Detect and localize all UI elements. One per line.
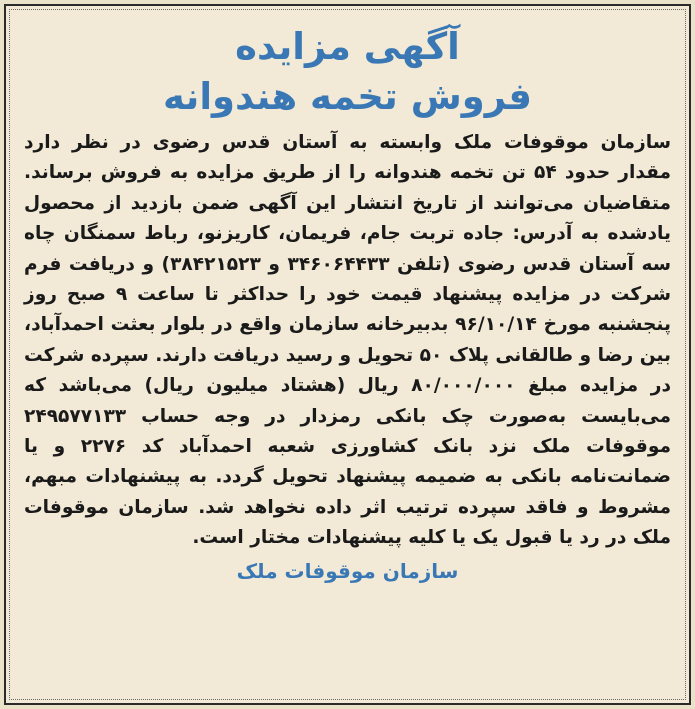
notice-frame xyxy=(4,4,691,705)
notice-title-line2: فروش تخمه هندوانه xyxy=(162,75,532,118)
notice-signature: سازمان موقوفات ملک xyxy=(236,558,459,583)
notice-title-line1: آگهی مزایده xyxy=(235,25,460,68)
notice-body: سازمان موقوفات ملک وابسته به آستان قدس رضوی در نظر دارد مقدار حدود ۵۴ تن تخمه هندوانه را از طریق مزایده به فروش برساند. متقاضیان می‌توانند از تاریخ انتشار این آگهی ضمن بازدید از محصول یادشده به آدرس: جاده تربت جام، فریمان، کاریزنو، رباط سمنگان چاه سه آستان قدس رضوی (تلفن ۳۴۶۰۶۴۴۳۳ و ۳۸۴۲۱۵۲۳) و دریافت فرم شرکت در مزایده پیشنهاد قیمت خود را حداکثر تا ساعت ۹ صبح روز پنجشنبه مورخ ۹۶/۱۰/۱۴ بدبیرخانه سازمان واقع در بلوار بعثت احمدآباد، بین رضا و طالقانی پلاک ۵۰ تحویل و رسید دریافت دارند. سپرده شرکت در مزایده مبلغ ۸۰/۰۰۰/۰۰۰ ریال (هشتاد میلیون ریال) می‌باشد که می‌بایست به‌صورت چک بانکی رمزدار در وجه حساب ۲۴۹۵۷۷۱۳۳ موقوفات ملک نزد بانک کشاورزی شعبه احمدآباد کد ۲۲۷۶ و یا ضمانت‌نامه بانکی به ضمیمه پیشنهاد تحویل گردد. به پیشنهادات مبهم، مشروط و فاقد سپرده ترتیب اثر داده نخواهد شد. سازمان موقوفات ملک در رد یا قبول یک یا کلیه پیشنهادات مختار است. xyxy=(24,132,672,549)
